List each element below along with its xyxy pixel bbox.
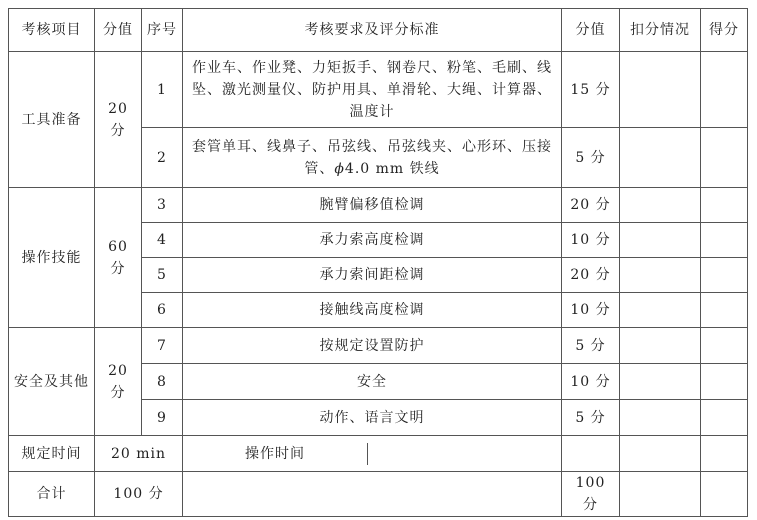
total-row (9, 472, 748, 517)
time-row-got (701, 436, 748, 472)
row-deduction (620, 400, 701, 436)
row-deduction (620, 258, 701, 293)
row-got (701, 52, 748, 128)
row-deduction (620, 364, 701, 400)
group-name: 操作技能 (9, 188, 95, 328)
row-deduction (620, 188, 701, 223)
row-seq: 1 (142, 52, 183, 128)
time-row-value (562, 436, 620, 472)
row-value: 5 分 (562, 400, 620, 436)
group-score: 20 分 (95, 52, 142, 188)
row-seq: 6 (142, 293, 183, 328)
time-label: 规定时间 (9, 436, 95, 472)
row-value: 10 分 (562, 364, 620, 400)
group-score: 20 分 (95, 328, 142, 436)
row-deduction (620, 223, 701, 258)
row-seq: 2 (142, 128, 183, 188)
row-requirement: 承力索间距检调 (183, 258, 562, 293)
header-score: 分值 (95, 9, 142, 52)
row-requirement: 安全 (183, 364, 562, 400)
row-requirement: 作业车、作业凳、力矩扳手、钢卷尺、粉笔、毛刷、线坠、激光测量仪、防护用具、单滑轮、大绳、计算器、温度计 (183, 52, 562, 128)
table-row (9, 52, 748, 128)
requirement-part-b: 4.0 mm 铁线 (344, 160, 440, 177)
header-item: 考核项目 (9, 9, 95, 52)
row-value: 5 分 (562, 328, 620, 364)
row-seq: 9 (142, 400, 183, 436)
row-got (701, 400, 748, 436)
header-requirement: 考核要求及评分标准 (183, 9, 562, 52)
score-table (8, 8, 748, 517)
row-deduction (620, 52, 701, 128)
row-requirement: 腕臂偏移值检调 (183, 188, 562, 223)
total-value: 100 分 (562, 472, 620, 517)
header-row (9, 9, 748, 52)
row-seq: 4 (142, 223, 183, 258)
operation-time-label: 操作时间 (183, 443, 368, 465)
total-got (701, 472, 748, 517)
row-value: 10 分 (562, 223, 620, 258)
row-seq: 7 (142, 328, 183, 364)
row-got (701, 293, 748, 328)
total-label: 合计 (9, 472, 95, 517)
row-value: 20 分 (562, 188, 620, 223)
row-requirement: 接触线高度检调 (183, 293, 562, 328)
row-got (701, 188, 748, 223)
row-requirement: 按规定设置防护 (183, 328, 562, 364)
row-value: 5 分 (562, 128, 620, 188)
table-row (9, 328, 748, 364)
row-seq: 5 (142, 258, 183, 293)
row-deduction (620, 293, 701, 328)
operation-time-value (368, 443, 561, 465)
time-value: 20 min (95, 436, 183, 472)
table-row (9, 188, 748, 223)
total-deduction (620, 472, 701, 517)
group-name: 安全及其他 (9, 328, 95, 436)
row-deduction (620, 328, 701, 364)
total-requirement (183, 472, 562, 517)
row-got (701, 223, 748, 258)
row-deduction (620, 128, 701, 188)
requirement-part-a: 套管单耳、线鼻子、吊弦线、吊弦线夹、心形环、压接管、 (192, 138, 552, 177)
row-got (701, 328, 748, 364)
operation-time-split (183, 443, 561, 465)
operation-time-cell (183, 436, 562, 472)
row-got (701, 364, 748, 400)
header-deduction: 扣分情况 (620, 9, 701, 52)
row-requirement (183, 128, 562, 188)
group-name: 工具准备 (9, 52, 95, 188)
time-row (9, 436, 748, 472)
header-value: 分值 (562, 9, 620, 52)
header-got: 得分 (701, 9, 748, 52)
row-value: 15 分 (562, 52, 620, 128)
phi-symbol: ϕ (334, 160, 345, 177)
time-row-deduction (620, 436, 701, 472)
row-value: 20 分 (562, 258, 620, 293)
total-score: 100 分 (95, 472, 183, 517)
row-seq: 3 (142, 188, 183, 223)
header-seq: 序号 (142, 9, 183, 52)
row-requirement: 承力索高度检调 (183, 223, 562, 258)
group-score: 60 分 (95, 188, 142, 328)
row-seq: 8 (142, 364, 183, 400)
row-value: 10 分 (562, 293, 620, 328)
row-got (701, 258, 748, 293)
row-requirement: 动作、语言文明 (183, 400, 562, 436)
row-got (701, 128, 748, 188)
